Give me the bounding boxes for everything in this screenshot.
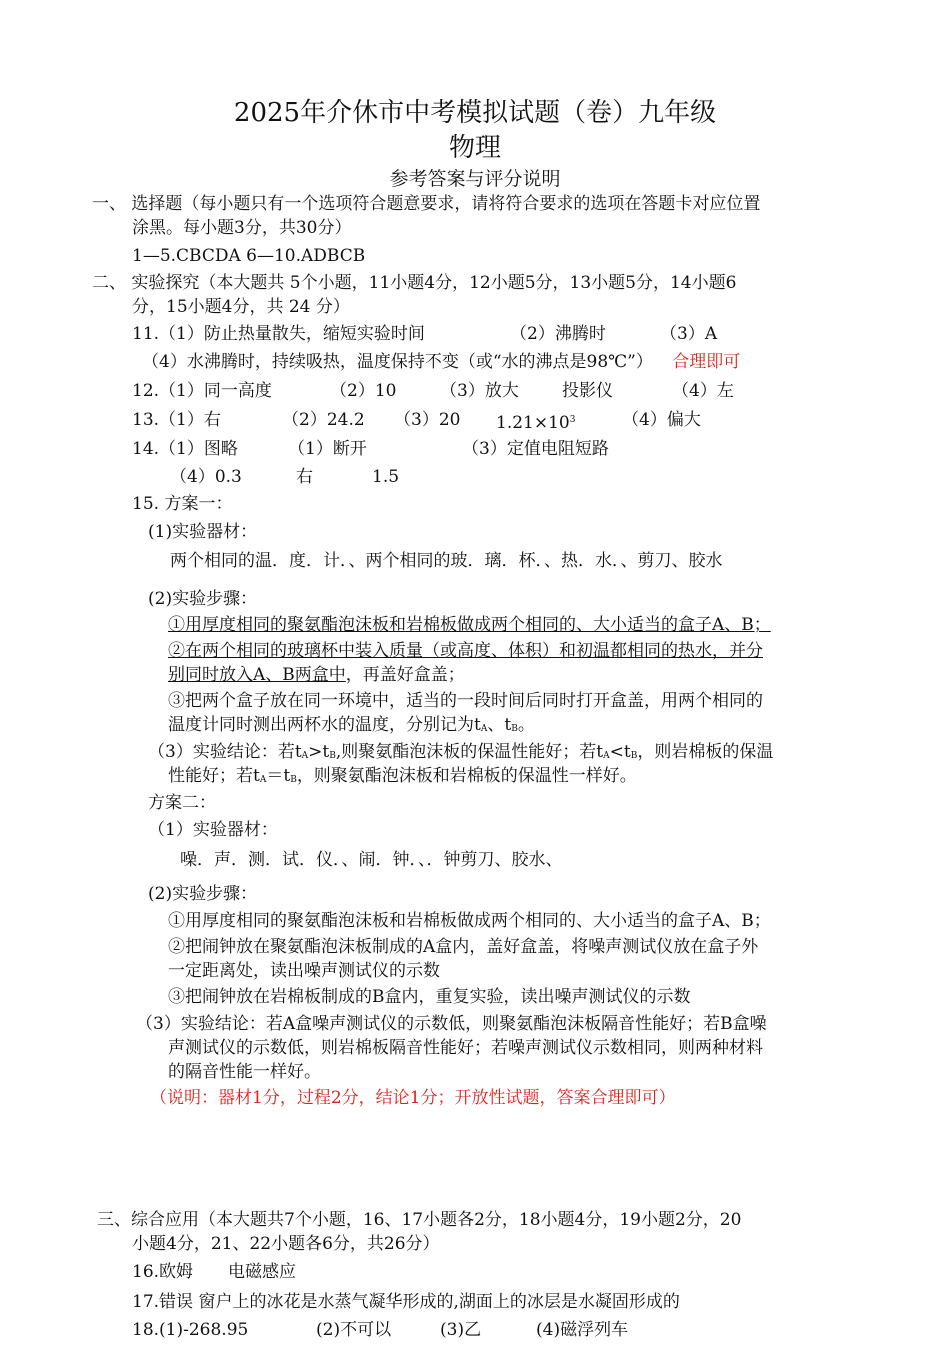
sub-b: B <box>329 751 336 761</box>
q13-density <box>496 409 575 434</box>
answer-subtitle: 参考答案与评分说明 <box>389 168 561 190</box>
sub-a: A <box>301 751 309 761</box>
q12-part3: （3）放大 <box>440 381 519 401</box>
q13-density-base: 1.21×10 <box>496 413 570 433</box>
period: 。 <box>517 715 535 735</box>
q14-part2: （1）断开 <box>288 439 367 459</box>
q15-intro: 15. 方案一： <box>132 494 233 514</box>
plan1-step2: ②在两个相同的玻璃杯中装入质量（或高度、体积）和初温都相同的热水，并分 <box>168 641 763 661</box>
temp-symbol: t <box>294 742 302 762</box>
q18-part3: (3)乙 <box>440 1320 482 1340</box>
plan1-conclusion <box>148 741 773 767</box>
lt-symbol: < <box>609 742 624 762</box>
section2-heading-cont: 分，15小题4分，共 24 分） <box>132 297 350 317</box>
temp-symbol: t <box>322 742 330 762</box>
plan1-equip-heading: (1)实验器材： <box>148 522 258 542</box>
q13-density-exp: 3 <box>569 415 576 425</box>
q18-part2: (2)不可以 <box>316 1320 392 1340</box>
q14-part4: （4）0.3 <box>170 467 242 487</box>
q16-answer: 16.欧姆 <box>132 1262 194 1282</box>
temp-symbol: t <box>474 715 481 735</box>
q16-answer-b: 电磁感应 <box>228 1262 296 1282</box>
plan1-step2-cont-underlined: 别同时放入A、B两盒中 <box>168 665 346 685</box>
q14-part4c: 1.5 <box>372 467 400 487</box>
plan1-conclusion-a: （3）实验结论：若 <box>148 742 295 762</box>
plan2-conclusion-end: 的隔音性能一样好。 <box>168 1062 321 1082</box>
plan1-step3: ③把两个盒子放在同一环境中，适当的一段时间后同时打开盒盖，用两个相同的 <box>168 691 763 711</box>
q18-part4: (4)磁浮列车 <box>536 1320 629 1340</box>
temp-symbol: t <box>504 715 512 735</box>
q14-part3: （3）定值电阻短路 <box>462 439 609 459</box>
q12-part4: （4）左 <box>672 381 734 401</box>
section1-answers: 1—5.CBCDA 6—10.ADBCB <box>132 246 366 266</box>
temp-symbol: t <box>283 766 291 786</box>
q14-part1: 14.（1）图略 <box>132 439 238 459</box>
plan1-step3-cont <box>168 714 535 740</box>
plan1-step2-cont <box>168 664 465 686</box>
q12-part1: 12.（1）同一高度 <box>132 381 272 401</box>
plan1-step3-text: 温度计同时测出两杯水的温度，分别记为 <box>168 715 474 735</box>
gt-symbol: > <box>308 742 323 762</box>
q11-part1: 11.（1）防止热量散失，缩短实验时间 <box>132 324 425 344</box>
plan2-step3: ③把闹钟放在岩棉板制成的B盒内，重复实验，读出噪声测试仪的示数 <box>168 987 691 1007</box>
q13-part4: （4）偏大 <box>622 410 701 430</box>
plan2-step2: ②把闹钟放在聚氨酯泡沫板制成的A盒内，盖好盒盖，将噪声测试仪放在盒子外 <box>168 937 759 957</box>
q12-part2: （2）10 <box>330 381 397 401</box>
sub-b: B <box>290 775 297 785</box>
q13-part2: （2）24.2 <box>282 410 365 430</box>
section3-heading-cont: 小题4分，21、22小题各6分，共26分） <box>132 1234 440 1254</box>
eq-symbol: ＝ <box>266 766 284 786</box>
plan2-step2-cont: 一定距离处，读出噪声测试仪的示数 <box>168 961 440 981</box>
q11-part3: （3）A <box>660 324 718 344</box>
q11-part4-text: （4）水沸腾时，持续吸热，温度保持不变（或“水的沸点是98℃”） <box>142 352 653 372</box>
plan2-equip-heading: （1）实验器材： <box>148 820 278 840</box>
plan2-intro: 方案二： <box>148 793 216 813</box>
subject-title: 物理 <box>448 133 501 163</box>
plan1-conclusion-c: ，则岩棉板的保温 <box>637 742 774 762</box>
plan1-step1: ①用厚度相同的聚氨酯泡沫板和岩棉板做成两个相同的、大小适当的盒子A、B； <box>168 615 771 635</box>
plan1-step2-cont-tail: ，再盖好盒盖； <box>345 665 465 685</box>
sub-a: A <box>603 751 610 761</box>
plan1-steps-heading: (2)实验步骤： <box>148 589 258 609</box>
plan1-conclusion-b: ,则聚氨酯泡沫板的保温性能好；若 <box>335 742 597 762</box>
q11-part4 <box>142 351 740 373</box>
exam-title: 2025年介休市中考模拟试题（卷）九年级 <box>233 98 717 128</box>
plan1-equip: 两个相同的温．度．计．、两个相同的玻．璃．杯．、热．水．、剪刀、胶水 <box>170 551 723 571</box>
temp-symbol: t <box>596 742 604 762</box>
temp-symbol: t <box>253 766 260 786</box>
section3-heading: 三、综合应用（本大题共7个小题，16、17小题各2分，18小题4分，19小题2分，20 <box>97 1210 742 1230</box>
sub-a: A <box>259 775 267 785</box>
plan2-equip: 噪．声．测．试．仪．、闹．钟．、．钟剪刀、胶水、 <box>180 850 563 870</box>
q11-note: 合理即可 <box>672 352 741 372</box>
sub-b: B <box>511 724 518 734</box>
section2-heading: 二、 实验探究（本大题共 5个小题，11小题4分，12小题5分，13小题5分，14小题6 <box>92 273 737 293</box>
plan1-conclusion-cont-b: ，则聚氨酯泡沫板和岩棉板的保温性一样好。 <box>296 766 637 786</box>
plan1-conclusion-cont-a: 性能好；若 <box>168 766 253 786</box>
plan1-conclusion-cont <box>168 765 637 791</box>
section1-heading-cont: 涂黑。每小题3分，共30分） <box>132 218 352 238</box>
plan2-conclusion: （3）实验结论：若A盒噪声测试仪的示数低，则聚氨酯泡沫板隔音性能好；若B盒噪 <box>136 1014 767 1034</box>
sub-a: A <box>480 724 488 734</box>
section1-heading: 一、 选择题（每小题只有一个选项符合题意要求，请将符合要求的选项在答题卡对应位置 <box>92 194 761 214</box>
q12-part3b: 投影仪 <box>562 381 613 401</box>
plan2-step1: ①用厚度相同的聚氨酯泡沫板和岩棉板做成两个相同的、大小适当的盒子A、B； <box>168 911 771 931</box>
separator: 、 <box>487 715 505 735</box>
q13-part1: 13.（1）右 <box>132 410 221 430</box>
q17-answer: 17.错误 窗户上的冰花是水蒸气凝华形成的,湖面上的冰层是水凝固形成的 <box>132 1292 680 1312</box>
q11-part2: （2）沸腾时 <box>510 324 606 344</box>
q13-part3: （3）20 <box>394 410 461 430</box>
sub-b: B <box>630 751 638 761</box>
plan2-steps-heading: (2)实验步骤： <box>148 884 258 904</box>
scoring-note: （说明：器材1分，过程2分，结论1分；开放性试题，答案合理即可） <box>150 1088 676 1108</box>
plan2-conclusion-cont: 声测试仪的示数低，则岩棉板隔音性能好；若噪声测试仪示数相同，则两种材料 <box>168 1038 763 1058</box>
q14-part4b: 右 <box>296 467 313 487</box>
q18-part1: 18.(1)-268.95 <box>132 1320 249 1340</box>
temp-symbol: t <box>623 742 631 762</box>
